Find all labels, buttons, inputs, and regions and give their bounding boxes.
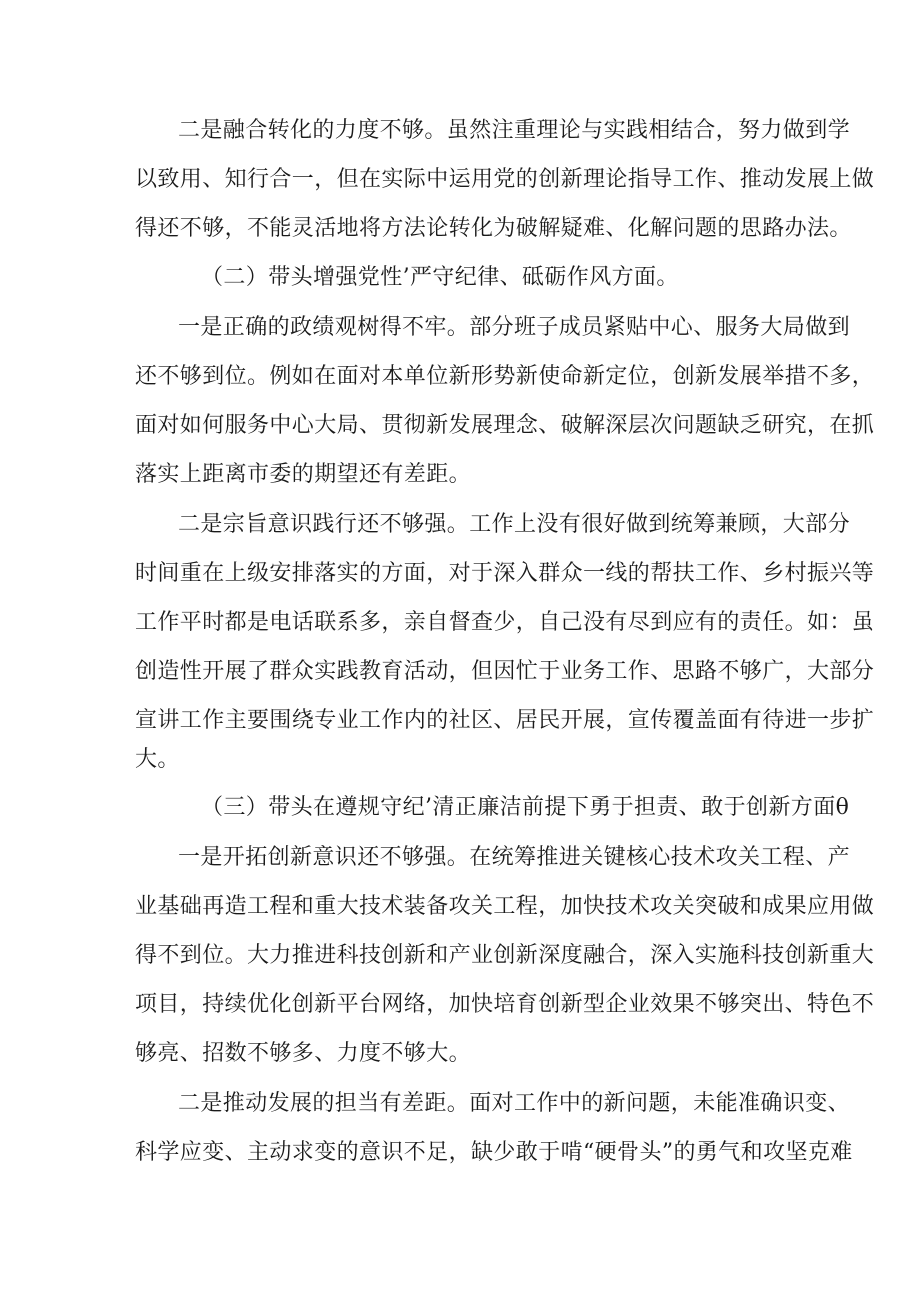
section-heading-3: （三）带头在遵规守纪’清正廉洁前提下勇于担责、敢于创新方面θ xyxy=(201,795,850,820)
paragraph-4-line-3: 得不到位。大力推进科技创新和产业创新深度融合，深入实施科技创新重大 xyxy=(135,943,875,968)
paragraph-1-line-3: 得还不够，不能灵活地将方法论转化为破解疑难、化解问题的思路办法。 xyxy=(135,216,852,241)
paragraph-3-line-1: 二是宗旨意识践行还不够强。工作上没有很好做到统筹兼顾，大部分 xyxy=(178,512,851,537)
paragraph-2-line-4: 落实上距离市委的期望还有差距。 xyxy=(135,462,472,487)
paragraph-3-line-3: 工作平时都是电话联系多，亲自督查少，自己没有尽到应有的责任。如：虽 xyxy=(135,610,875,635)
paragraph-2-line-2: 还不够到位。例如在面对本单位新形势新使命新定位，创新发展举措不多， xyxy=(135,364,875,389)
paragraph-3-line-4: 创造性开展了群众实践教育活动，但因忙于业务工作、思路不够广，大部分 xyxy=(135,659,875,684)
paragraph-4-line-5: 够亮、招数不够多、力度不够大。 xyxy=(135,1041,472,1066)
paragraph-1-line-2: 以致用、知行合一，但在实际中运用党的创新理论指导工作、推动发展上做 xyxy=(135,167,875,192)
paragraph-5-line-1: 二是推动发展的担当有差距。面对工作中的新问题，未能准确识变、 xyxy=(178,1091,851,1116)
paragraph-1-line-1: 二是融合转化的力度不够。虽然注重理论与实践相结合，努力做到学 xyxy=(178,118,851,143)
paragraph-3-line-6: 大。 xyxy=(135,747,180,772)
paragraph-4-line-1: 一是开拓创新意识还不够强。在统筹推进关键核心技术攻关工程、产 xyxy=(178,845,851,870)
paragraph-3-line-5: 宣讲工作主要围绕专业工作内的社区、居民开展，宣传覆盖面有待进一步扩 xyxy=(135,708,875,733)
paragraph-3-line-2: 时间重在上级安排落实的方面，对于深入群众一线的帮扶工作、乡村振兴等 xyxy=(135,561,875,586)
section-heading-2: （二）带头增强党性’严守纪律、砥砺作风方面。 xyxy=(201,265,679,290)
paragraph-2-line-3: 面对如何服务中心大局、贯彻新发展理念、破解深层次问题缺乏研究，在抓 xyxy=(135,413,875,438)
paragraph-4-line-2: 业基础再造工程和重大技术装备攻关工程，加快技术攻关突破和成果应用做 xyxy=(135,894,875,919)
paragraph-4-line-4: 项目，持续优化创新平台网络，加快培育创新型企业效果不够突出、特色不 xyxy=(135,992,875,1017)
paragraph-5-line-2: 科学应变、主动求变的意识不足，缺少敢于啃“硬骨头”的勇气和攻坚克难 xyxy=(135,1140,853,1165)
paragraph-2-line-1: 一是正确的政绩观树得不牢。部分班子成员紧贴中心、服务大局做到 xyxy=(178,315,851,340)
